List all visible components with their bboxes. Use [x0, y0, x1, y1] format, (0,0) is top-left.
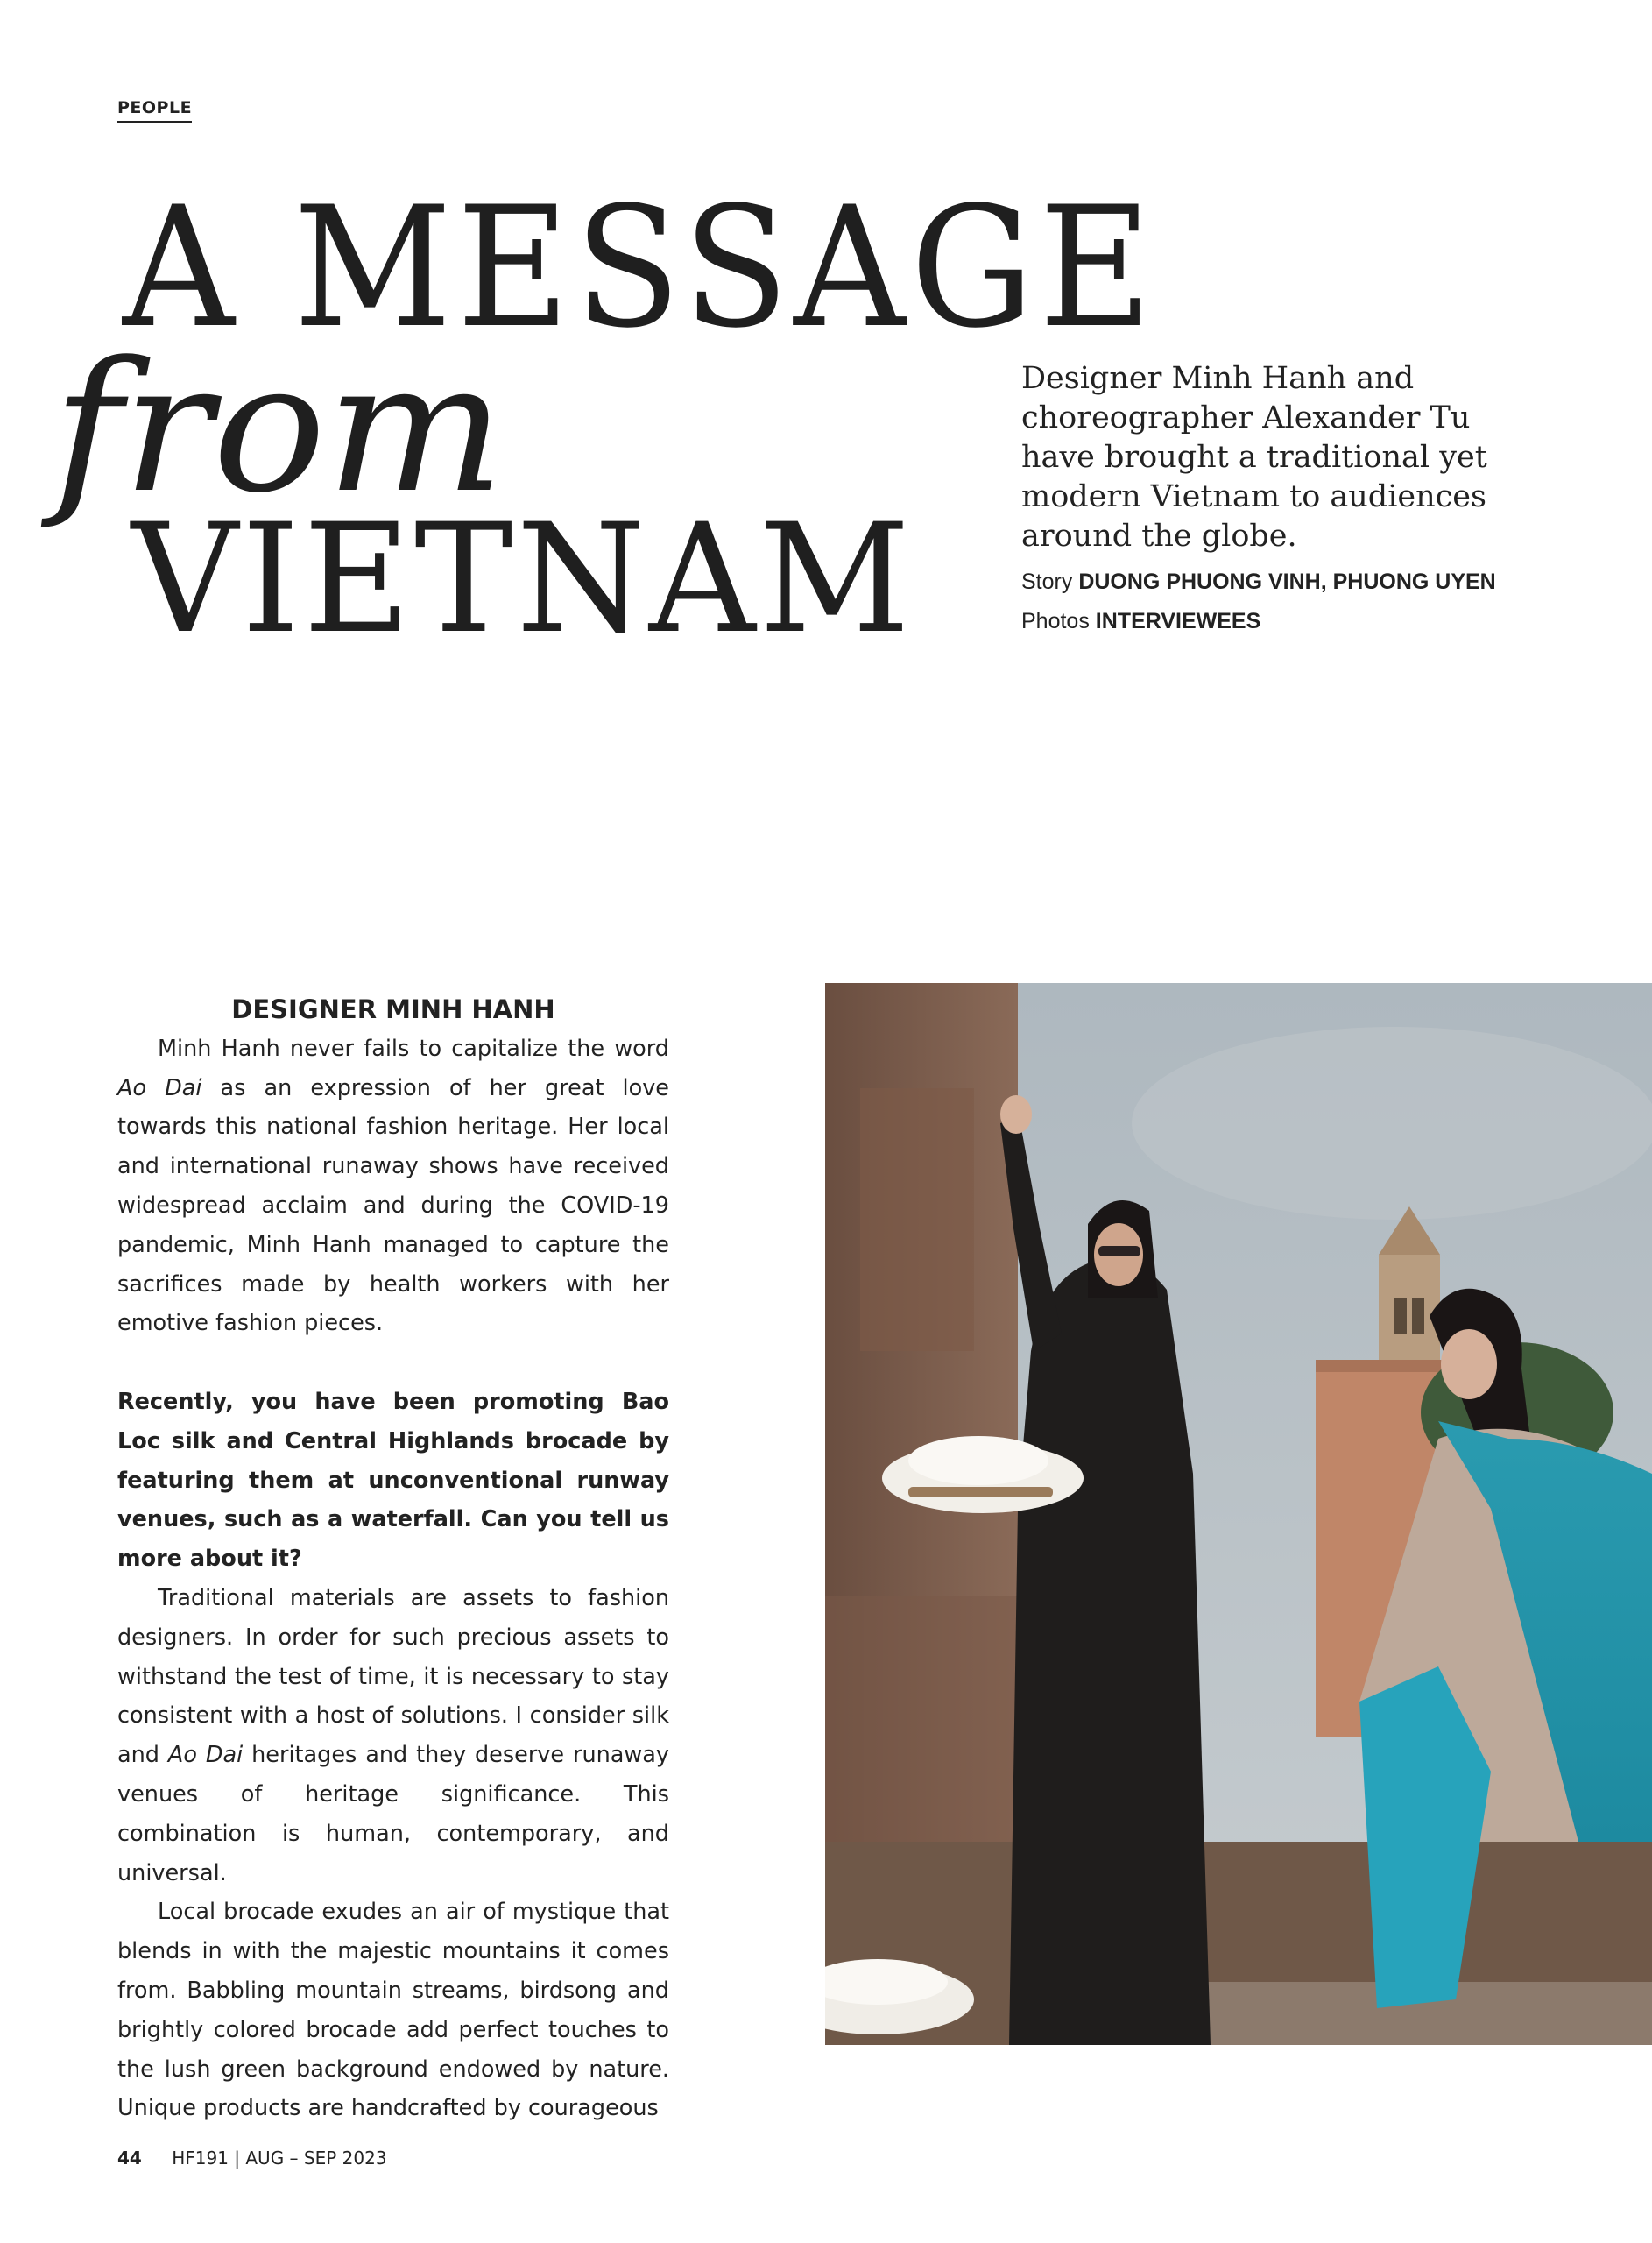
paragraph-2-a: Traditional materials are assets to fashion designers. In order for such precious assets to withstand the test of time, it is necessary to stay consistent with a host of solutions. I consider silk and	[117, 1584, 669, 1769]
photos-names: INTERVIEWEES	[1095, 609, 1261, 633]
section-label: PEOPLE	[117, 98, 192, 123]
photos-credit	[1021, 609, 1260, 634]
paragraph-2	[117, 1579, 669, 1893]
footer	[117, 2147, 387, 2169]
page-number: 44	[117, 2147, 142, 2169]
paragraph-2-b: heritages and they deserve runaway venues of heritage significance. This combination is human, contemporary, and universal.	[117, 1742, 669, 1886]
ao-dai-term: Ao Dai	[117, 1074, 202, 1101]
paragraph-3: Local brocade exudes an air of mystique that blends in with the majestic mountains it comes from. Babbling mountain streams, birdsong and brightly colored brocade add perfect touches to the lush green background endowed by nature. Unique products are handcrafted by courageous	[117, 1899, 669, 2122]
title-line-1: A MESSAGE	[123, 171, 1157, 364]
title-line-3: VIETNAM	[131, 491, 914, 667]
article-title	[53, 171, 1157, 667]
interview-question: Recently, you have been promoting Bao Loc silk and Central Highlands brocade by featuring them at unconventional runway venues, such as a waterfall. Can you tell us more about it?	[117, 1388, 669, 1573]
intro-deck: Designer Minh Hanh and choreographer Alexander Tu have brought a traditional yet modern Vietnam to audiences around the globe.	[1021, 361, 1487, 554]
ao-dai-term: Ao Dai	[167, 1742, 244, 1769]
story-credit	[1021, 570, 1496, 595]
designer-photo	[825, 983, 1652, 2045]
article-body	[117, 990, 669, 2128]
paragraph-1-a: Minh Hanh never fails to capitalize the word	[158, 1035, 669, 1062]
story-label: Story	[1021, 570, 1073, 594]
paragraph-1	[117, 1030, 669, 1343]
paragraph-1-b: as an expression of her great love towards this national fashion heritage. Her local and international runaway shows have received widespread acclaim and during the COVID-19 pandemic, Minh Hanh managed to capture the sacrifices made by health workers with her emotive fashion pieces.	[117, 1074, 669, 1337]
article-heading: DESIGNER MINH HANH	[231, 994, 555, 1024]
story-names: DUONG PHUONG VINH, PHUONG UYEN	[1078, 570, 1496, 594]
title-line-2: from	[53, 324, 505, 533]
photos-label: Photos	[1021, 609, 1090, 633]
issue-info: HF191 | AUG – SEP 2023	[172, 2147, 387, 2169]
